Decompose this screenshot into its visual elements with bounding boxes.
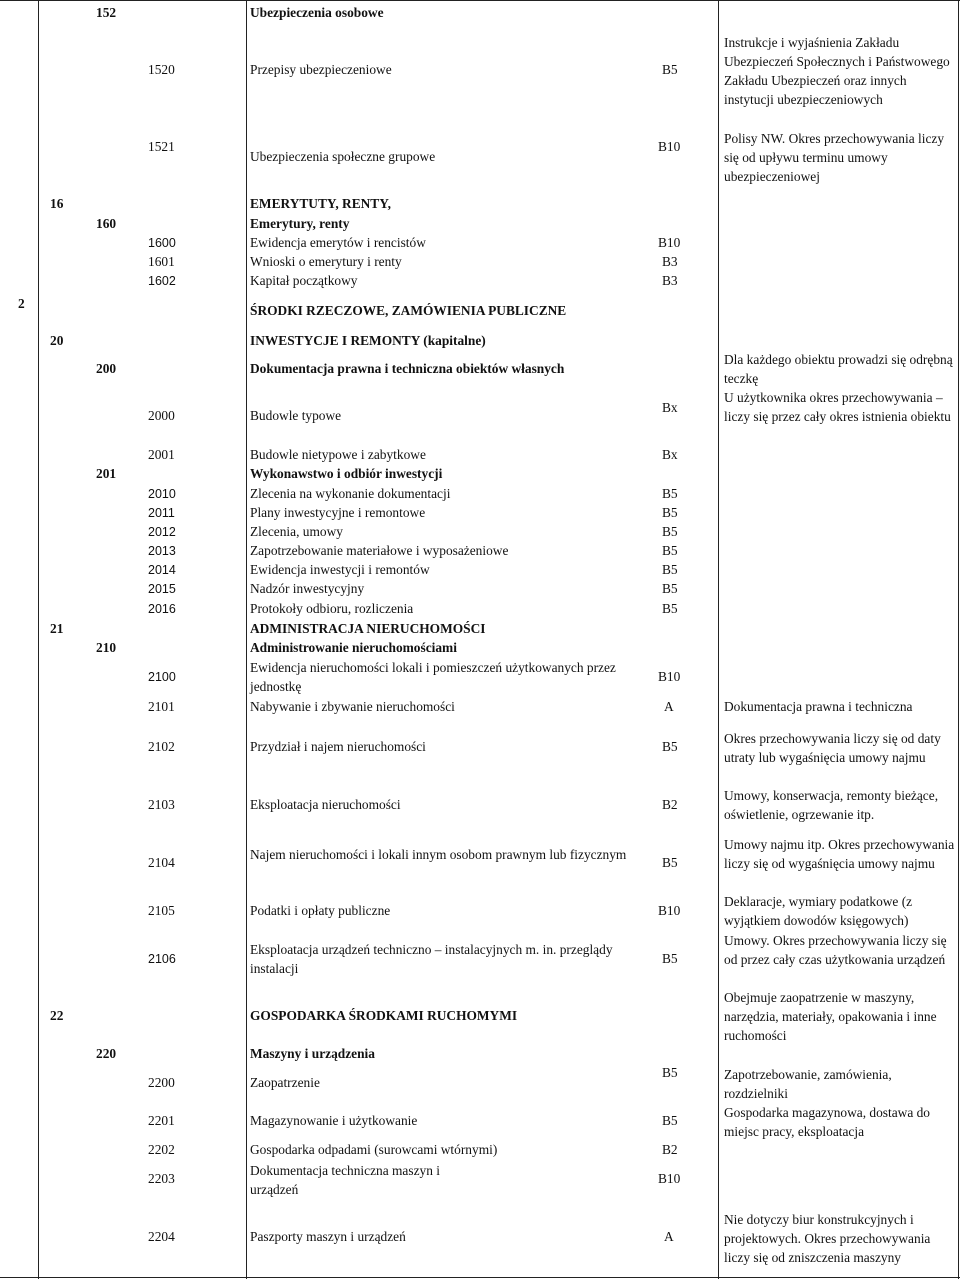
class-name: Ewidencja inwestycji i remontów — [250, 562, 430, 577]
class-code: 2200 — [148, 1075, 175, 1090]
class-name: ADMINISTRACJA NIERUCHOMOŚCI — [250, 621, 486, 636]
class-code: 2000 — [148, 408, 175, 423]
class-name: Ewidencja emerytów i rencistów — [250, 235, 426, 250]
class-name: Emerytury, renty — [250, 216, 350, 231]
class-name: Zlecenia na wykonanie dokumentacji — [250, 486, 451, 501]
class-name: Wykonawstwo i odbiór inwestycji — [250, 466, 443, 481]
remarks: Zapotrzebowanie, zamówienia, rozdzielniki — [724, 1067, 892, 1101]
class-code: 1600 — [148, 236, 176, 250]
retention-category: B10 — [658, 235, 681, 250]
retention-category: A — [664, 1229, 674, 1244]
class-code: 210 — [96, 640, 117, 655]
grid-line — [0, 1277, 960, 1278]
retention-category: B5 — [662, 543, 678, 558]
class-name: Gospodarka odpadami (surowcami wtórnymi) — [250, 1142, 498, 1157]
class-code: 220 — [96, 1046, 117, 1061]
class-code: 2105 — [148, 903, 175, 918]
class-name: Zlecenia, umowy — [250, 524, 343, 539]
class-name: Eksploatacja nieruchomości — [250, 797, 401, 812]
retention-category: A — [664, 699, 674, 714]
retention-category: B2 — [662, 797, 678, 812]
retention-category: B10 — [658, 669, 681, 684]
class-code: 160 — [96, 216, 117, 231]
remarks: Umowy najmu itp. Okres przechowywania liczy się od wygaśnięcia umowy najmu — [724, 837, 955, 871]
class-name: Plany inwestycyjne i remontowe — [250, 505, 426, 520]
class-code: 1521 — [148, 139, 175, 154]
class-name: Zapotrzebowanie materiałowe i wyposażeniowe — [250, 543, 509, 558]
retention-category: Bx — [662, 400, 678, 415]
class-code: 1602 — [148, 274, 176, 288]
retention-category: B10 — [658, 903, 681, 918]
remarks: U użytkownika okres przechowywania – liczy się przez cały okres istnienia obiektu — [724, 390, 951, 424]
class-code: 2106 — [148, 952, 176, 966]
class-name: Dokumentacja prawna i techniczna obiektów własnych — [250, 361, 565, 376]
class-name: Przepisy ubezpieczeniowe — [250, 62, 392, 77]
retention-category: B5 — [662, 486, 678, 501]
class-name: Protokoły odbioru, rozliczenia — [250, 601, 414, 616]
grid-line — [38, 0, 39, 1279]
class-name: Wnioski o emerytury i renty — [250, 254, 402, 269]
class-name: INWESTYCJE I REMONTY (kapitalne) — [250, 333, 486, 348]
class-name: Przydział i najem nieruchomości — [250, 739, 426, 754]
remarks: Dla każdego obiektu prowadzi się odrębną teczkę — [724, 352, 953, 386]
class-name: ŚRODKI RZECZOWE, ZAMÓWIENIA PUBLICZNE — [250, 303, 567, 318]
retention-category: B5 — [662, 601, 678, 616]
class-code: 21 — [50, 621, 64, 636]
class-code: 2203 — [148, 1171, 175, 1186]
class-code: 2201 — [148, 1113, 175, 1128]
class-name: Ubezpieczenia osobowe — [250, 5, 384, 20]
class-code: 2015 — [148, 582, 176, 596]
remarks: Umowy, konserwacja, remonty bieżące, oświetlenie, ogrzewanie itp. — [724, 788, 939, 822]
retention-category: B3 — [662, 273, 678, 288]
class-code: 1520 — [148, 62, 175, 77]
class-name: Najem nieruchomości i lokali innym osobom prawnym lub fizycznym — [250, 847, 627, 862]
grid-line — [246, 0, 247, 1279]
class-name: Ewidencja nieruchomości lokali i pomieszczeń użytkowanych przez jednostkę — [250, 660, 616, 694]
retention-category: B10 — [658, 1171, 681, 1186]
class-code: 2001 — [148, 447, 175, 462]
retention-category: B5 — [662, 739, 678, 754]
class-code: 2102 — [148, 739, 175, 754]
class-code: 2013 — [148, 544, 176, 558]
class-name: Dokumentacja techniczna maszyn i urządzeń — [250, 1163, 440, 1197]
retention-category: B5 — [662, 524, 678, 539]
class-name: Podatki i opłaty publiczne — [250, 903, 391, 918]
class-code: 2016 — [148, 602, 176, 616]
class-name: Zaopatrzenie — [250, 1075, 320, 1090]
class-name: Nadzór inwestycyjny — [250, 581, 365, 596]
remarks: Dokumentacja prawna i techniczna — [724, 699, 913, 714]
retention-category: B3 — [662, 254, 678, 269]
class-code: 22 — [50, 1008, 64, 1023]
retention-category: B10 — [658, 139, 681, 154]
class-code: 201 — [96, 466, 117, 481]
class-name: Kapitał początkowy — [250, 273, 358, 288]
retention-category: B2 — [662, 1142, 678, 1157]
class-code: 2012 — [148, 525, 176, 539]
class-code: 16 — [50, 196, 64, 211]
class-name: Ubezpieczenia społeczne grupowe — [250, 149, 436, 164]
class-name: GOSPODARKA ŚRODKAMI RUCHOMYMI — [250, 1008, 518, 1023]
class-name: Maszyny i urządzenia — [250, 1046, 375, 1061]
retention-category: B5 — [662, 951, 678, 966]
class-code: 2010 — [148, 487, 176, 501]
class-code: 2 — [18, 296, 25, 311]
retention-category: B5 — [662, 1113, 678, 1128]
class-code: 20 — [50, 333, 64, 348]
remarks: Deklaracje, wymiary podatkowe (z wyjątkiem dowodów księgowych) — [724, 894, 913, 928]
class-name: Eksploatacja urządzeń techniczno – instalacyjnych m. in. przeglądy instalacji — [250, 942, 613, 976]
remarks: Umowy. Okres przechowywania liczy się od przez cały czas użytkowania urządzeń — [724, 933, 947, 967]
class-code: 1601 — [148, 254, 175, 269]
remarks: Gospodarka magazynowa, dostawa do miejsc pracy, eksploatacja — [724, 1105, 931, 1139]
class-name: Budowle nietypowe i zabytkowe — [250, 447, 426, 462]
retention-category: B5 — [662, 62, 678, 77]
retention-category: B5 — [662, 562, 678, 577]
grid-line — [718, 0, 719, 1279]
class-name: Magazynowanie i użytkowanie — [250, 1113, 418, 1128]
retention-category: B5 — [662, 505, 678, 520]
class-code: 200 — [96, 361, 117, 376]
retention-category: Bx — [662, 447, 678, 462]
class-code: 2101 — [148, 699, 175, 714]
remarks: Instrukcje i wyjaśnienia Zakładu Ubezpieczeń Społecznych i Państwowego Zakładu Ubezpieczeń oraz innych instytucji ubezpieczeniowych — [724, 35, 950, 107]
remarks: Nie dotyczy biur konstrukcyjnych i projektowych. Okres przechowywania liczy się od zniszczenia maszyny — [724, 1212, 931, 1265]
class-code: 2202 — [148, 1142, 175, 1157]
class-name: Administrowanie nieruchomościami — [250, 640, 457, 655]
class-name: Nabywanie i zbywanie nieruchomości — [250, 699, 455, 714]
class-code: 152 — [96, 5, 117, 20]
retention-category: B5 — [662, 581, 678, 596]
remarks: Obejmuje zaopatrzenie w maszyny, narzędzia, materiały, opakowania i inne ruchomości — [724, 990, 937, 1043]
class-code: 2204 — [148, 1229, 175, 1244]
grid-line — [958, 0, 959, 1279]
class-code: 2014 — [148, 563, 176, 577]
class-code: 2100 — [148, 670, 176, 684]
class-code: 2011 — [148, 506, 175, 520]
class-name: Paszporty maszyn i urządzeń — [250, 1229, 406, 1244]
grid-line — [0, 0, 960, 1]
remarks: Okres przechowywania liczy się od daty utraty lub wygaśnięcia umowy najmu — [724, 731, 941, 765]
class-code: 2103 — [148, 797, 175, 812]
class-name: Budowle typowe — [250, 408, 342, 423]
class-code: 2104 — [148, 855, 175, 870]
class-name: EMERYTUTY, RENTY, — [250, 196, 392, 211]
remarks: Polisy NW. Okres przechowywania liczy się od upływu terminu umowy ubezpieczeniowej — [724, 131, 945, 184]
retention-category: B5 — [662, 855, 678, 870]
retention-category: B5 — [662, 1065, 678, 1080]
